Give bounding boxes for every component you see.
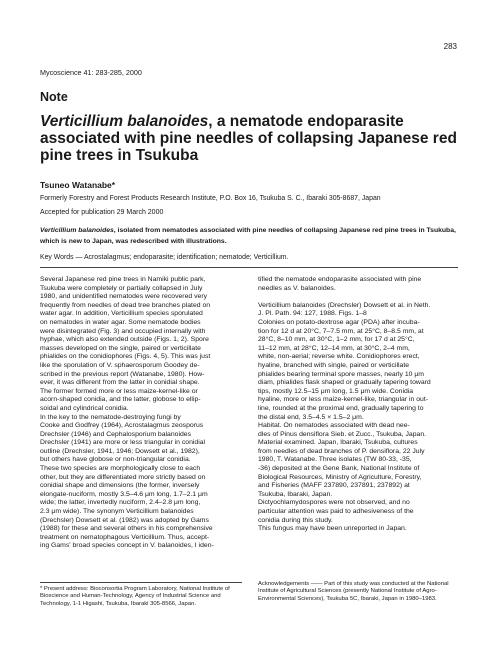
body-text-line: -36) deposited at the Gene Bank, National Institute of [258, 465, 420, 473]
body-text-line: wide; the latter, invertedly nuciform, 2.4–2.8 μm long, [40, 499, 201, 507]
body-text-line: acorn-shaped conidia, and the latter, globose to ellip- [40, 396, 201, 404]
keywords-text: Acrostalagmus; endoparasite; identification; nematode; Verticillium. [83, 254, 289, 261]
body-text-line: 1980, T. Watanabe. Three isolates (TW 80-33, -35, [258, 456, 412, 464]
body-text-line: tips, mostly 12.5–15 μm long, 1.5 μm wide. Conidia [258, 387, 414, 395]
body-text-line: phialides on the conidiophores (Figs. 4, 5). This was just [40, 353, 211, 361]
body-text-line: hyphae, which also extended outside (Figs. 1, 2). Spore [40, 336, 209, 344]
article-title [40, 113, 460, 164]
body-text-line: scribed in the previous report (Watanabe, 1980). How- [40, 370, 205, 378]
keywords [40, 254, 288, 261]
body-text-line: Dictyochlamydospores were not observed, and no [258, 499, 410, 507]
body-text-line: other, but they are differentiated more strictly based on [40, 473, 206, 481]
body-text-line: frequently from needles of dead tree branches plated on [40, 301, 211, 309]
body-text-line: diam, phialides flask shaped or gradually tapering toward [258, 379, 431, 387]
journal-reference: Mycoscience 41: 283-285, 2000 [40, 68, 142, 77]
body-text-line: the distal end, 3.5–4.5 × 1.5–2 μm. [258, 413, 364, 421]
title-species-name: Verticillium balanoides [40, 113, 209, 130]
body-text-line: Colonies on potato-dextrose agar (PDA) after incuba- [258, 318, 420, 326]
page-number: 283 [443, 42, 457, 51]
body-text-line: The former formed more or less maize-kernel-like or [40, 387, 198, 395]
footnote: * Present address: Bioconsortia Program Laboratory, National Institute of Bioscience and Human-Technology, Agency of Industrial Science and Technology, 1-1 Higashi, Tsukuba, Ibaraki 305-8566, Japan. [40, 586, 230, 607]
body-text-line: Cooke and Godfrey (1964), Acrostalagmus zeosporus [40, 422, 204, 430]
body-column-left [40, 276, 242, 551]
body-text-line: from needles of dead branches of P. densiflora, 22 July [258, 447, 425, 455]
body-text-line: These two species are morphologically close to each [40, 465, 201, 473]
body-text-line: tified the nematode endoparasite associated with pine [258, 276, 422, 283]
title-rest: , a nematode endoparasite associated with pine needles of collapsing Japanese red pine trees in Tsukuba [40, 113, 457, 164]
body-text-line: outline (Drechsler, 1941, 1946; Dowsett et al., 1982), [40, 447, 200, 455]
body-text-line: dles of Pinus densiflora Sieb. et Zucc., Tsukuba, Japan. [258, 430, 427, 438]
body-text-line: Biological Resources, Ministry of Agriculture, Forestry, [258, 473, 422, 481]
body-text-line: like the sporulation of V. sphaerosporum Goodey de- [40, 361, 200, 369]
body-text-line: (1988) for these and several others in his comprehensive [40, 525, 213, 533]
body-text-line: 2.3 μm wide). The synonym Verticillium balanoides [40, 508, 194, 516]
body-text-line: white, non-aerial; reverse white. Conidiophores erect, [258, 353, 420, 361]
body-text-line: 28°C, 8–10 mm, at 30°C, 1–2 mm, for 17 d at 25°C, [258, 336, 415, 344]
body-text-line: ing Gams' broad species concept in V. balanoides, I iden- [40, 542, 214, 550]
body-column-right [258, 276, 460, 534]
body-text-line: Drechsler (1946) and Cephalosporium balanoides [40, 430, 192, 438]
body-text-line: J. Pl. Path. 94: 127, 1988. Figs. 1–8 [258, 310, 367, 318]
footnote-divider [40, 582, 242, 583]
body-text-line: Drechsler (1941) are more or less triangular in conidial [40, 439, 206, 447]
header-divider [40, 267, 458, 268]
body-text-line: and Fisheries (MAFF 237890, 237891, 237892) at [258, 482, 410, 490]
body-text-line: Verticillium balanoides (Drechsler) Dowsett et al. in Neth. [258, 301, 431, 309]
body-text-line: masses developed on the single, paired or verticillate [40, 344, 201, 352]
body-text-line: Several Japanese red pine trees in Namiki public park, [40, 276, 206, 283]
body-text-line: 11–12 mm, at 28°C, 12–14 mm, at 30°C, 2–4 mm, [258, 344, 410, 352]
body-text-line: 1980, and unidentified nematodes were recovered very [40, 293, 208, 301]
body-text-line: phialides bearing terminal spore masses, nearly 10 μm [258, 370, 424, 378]
body-text-line: Material examined. Japan, Ibaraki, Tsukuba, cultures [258, 439, 418, 447]
body-text-line: particular attention was paid to adhesiveness of the [258, 508, 414, 516]
body-text-line: tion for 12 d at 20°C, 7–7.5 mm, at 25°C, 8–8.5 mm, at [258, 327, 424, 335]
body-text-line: needles as V. balanoides. [258, 284, 336, 292]
abstract-species-name: Verticillium balanoides [40, 227, 114, 234]
body-text-line: elongate-nuciform, mostly 3.5–4.6 μm long, 1.7–2.1 μm [40, 490, 208, 498]
article-type-label: Note [40, 90, 68, 104]
body-text-line: but others have globose or non-triangular conidia. [40, 456, 191, 464]
body-text-line: line, rounded at the proximal end, gradually tapering to [258, 404, 424, 412]
body-text-line: (Drechsler) Dowsett et al. (1982) was adopted by Gams [40, 516, 209, 524]
body-text-line: This fungus may have been unreported in Japan. [258, 525, 407, 533]
body-text-line: conidia during this study. [258, 516, 333, 524]
body-text-line: water agar. In addition, Verticillium species sporulated [40, 310, 203, 318]
body-text-line: conidial shape and dimensions (the former, inversely [40, 482, 200, 490]
body-text-line: hyaline, branched with single, paired or verticillate [258, 361, 410, 369]
body-text-line: In the key to the nematode-destroying fungi by [40, 413, 181, 421]
body-text-line: Tsukuba, Ibaraki, Japan. [258, 490, 333, 498]
body-text-line [258, 293, 460, 302]
accepted-date: Accepted for publication 29 March 2000 [40, 209, 164, 216]
body-text-line: ever, it was different from the latter in conidial shape. [40, 379, 200, 387]
body-text-line: on nematodes in water agar. Some nematode bodies [40, 318, 201, 326]
body-text-line: were disintegrated (Fig. 3) and occupied internally with [40, 327, 206, 335]
body-text-line: soidal and cylindrical conidia. [40, 404, 129, 412]
body-text-line: hyaline, more or less maize-kernel-like, triangular in out- [258, 396, 429, 404]
author-name: Tsuneo Watanabe* [40, 180, 116, 190]
abstract [40, 226, 458, 247]
body-text-line: Habitat. On nematodes associated with dead nee- [258, 422, 410, 430]
body-text-line: treatment on nematophagous Verticillium. Thus, accept- [40, 533, 210, 541]
keywords-label: Key Words — [40, 254, 83, 261]
body-text-line: Tsukuba were completely or partially collapsed in July [40, 284, 203, 292]
acknowledgements: Acknowledgements —— Part of this study was conducted at the National Institute of Agricultural Sciences (presently National Institute of Agro-Environmental Sciences), Tsukuba 5C, Ibaraki, Japan in 1980–1983. [258, 581, 449, 602]
abstract-text: , isolated from nematodes associated with pine needles of collapsing Japanese red pine trees in Tsukuba, which is new to Japan, was redescribed with illustrations. [40, 227, 456, 245]
author-affiliation: Formerly Forestry and Forest Products Research Institute, P.O. Box 16, Tsukuba S. C., Ibaraki 305-8687, Japan [40, 195, 381, 202]
